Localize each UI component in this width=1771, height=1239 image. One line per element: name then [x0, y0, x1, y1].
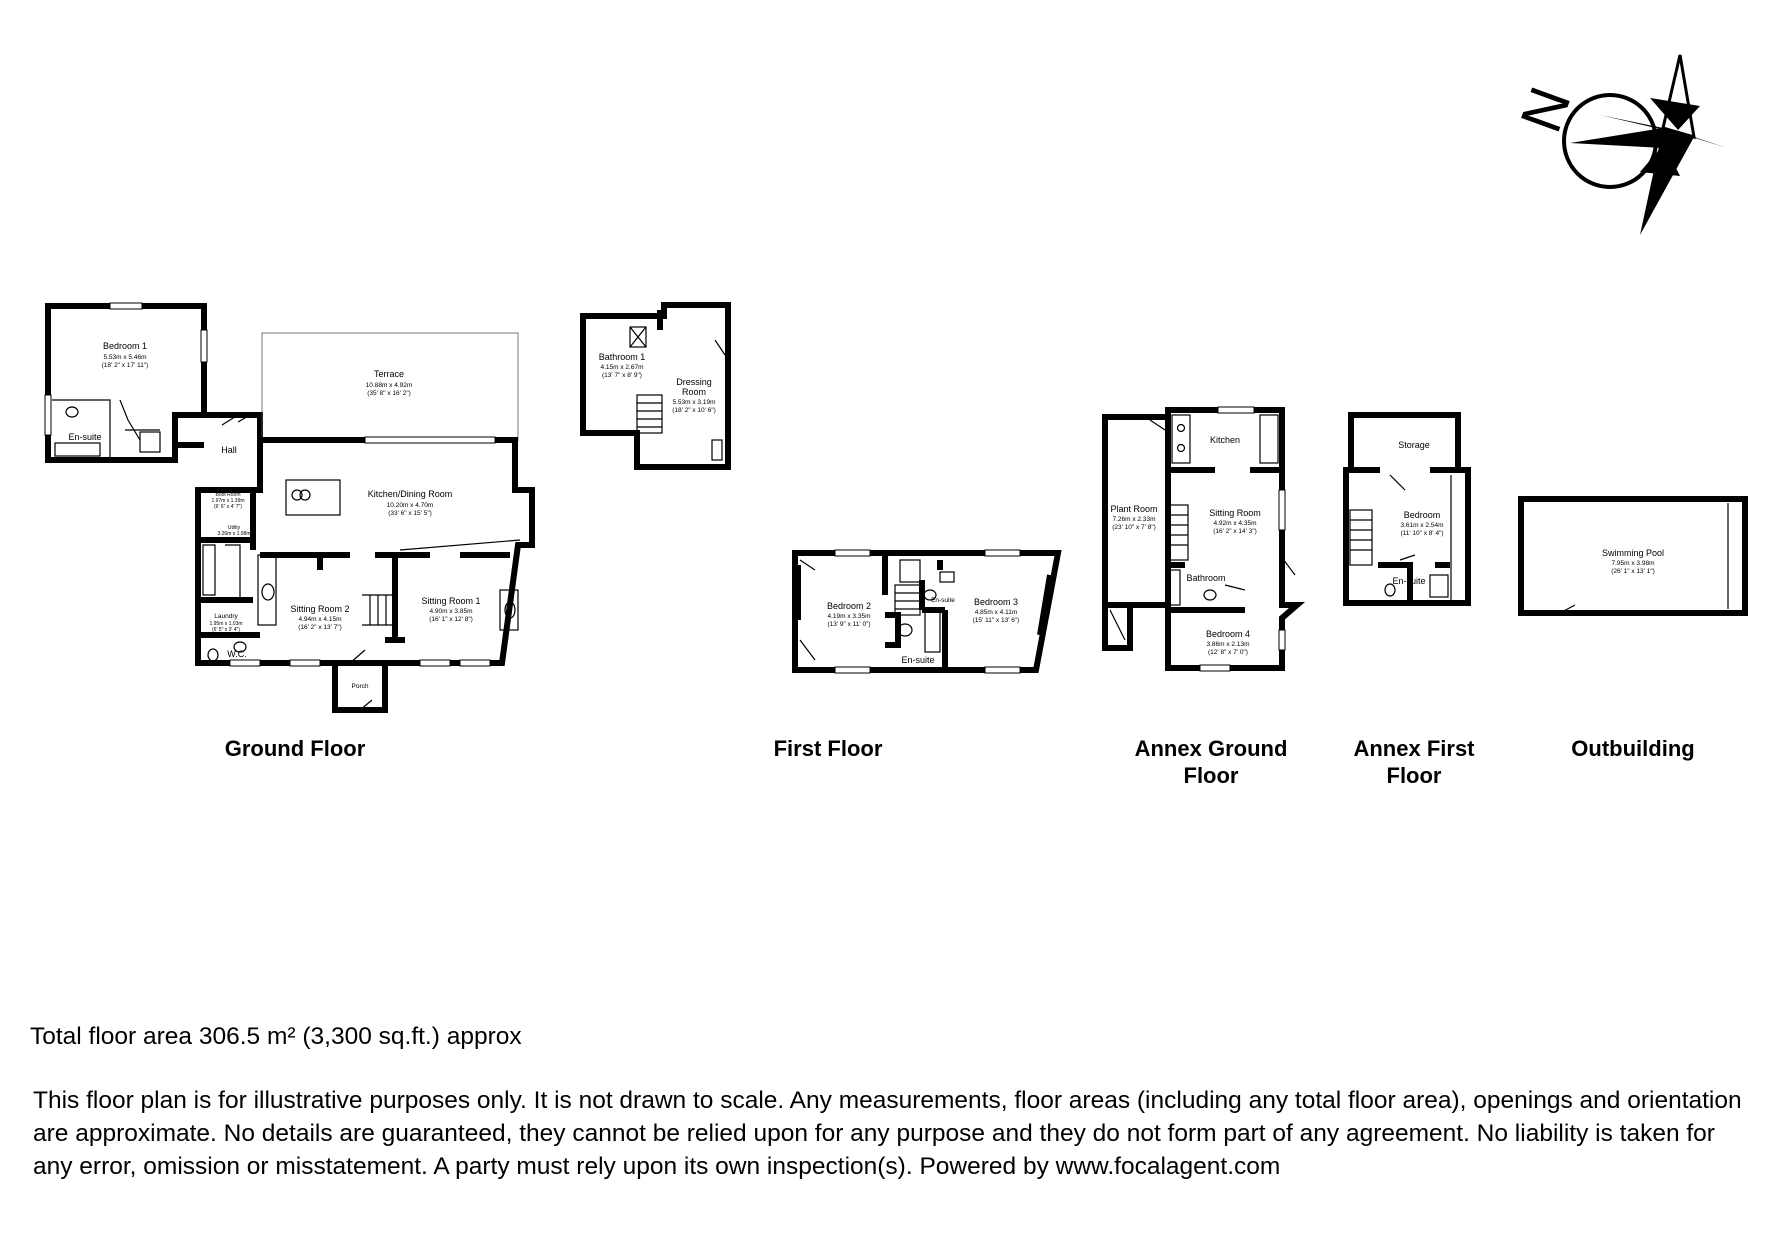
room-dimensions-sitting-room-1-metric: 4.90m x 3.85m	[429, 608, 473, 615]
floor-title-annex-ground-line2: Floor	[1183, 763, 1239, 788]
room-label-bathroom-1: Bathroom 1	[598, 352, 646, 362]
floor-title-annex-first-line1: Annex First	[1353, 736, 1475, 761]
room-dimensions-boot-room-imperial: (6' 6" x 4' 7")	[214, 504, 242, 510]
compass-north-letter: N	[1508, 78, 1584, 141]
room-label-sitting-room-1: Sitting Room 1	[421, 596, 481, 606]
room-label-ensuite-ground: En-suite	[68, 432, 102, 442]
room-dimensions-kitchen-metric: 10.20m x 4.70m	[386, 502, 434, 509]
room-dimensions-bathroom-1-metric: 4.15m x 2.67m	[600, 364, 644, 371]
room-label-boot-room: Boot Room	[215, 492, 241, 498]
room-dimensions-dressing-room-imperial: (18' 2" x 10' 6")	[672, 407, 716, 414]
room-dimensions-sitting-room-2-imperial: (16' 2" x 13' 7")	[298, 624, 342, 631]
room-dimensions-sitting-room-2-metric: 4.94m x 4.15m	[298, 616, 342, 623]
room-label-bedroom-1: Bedroom 1	[102, 341, 148, 351]
room-dimensions-annex-sitting-room-imperial: (16' 2" x 14' 3")	[1213, 528, 1257, 535]
room-label-annex-sitting-room: Sitting Room	[1209, 508, 1261, 518]
room-label-wc: W.C.	[227, 649, 247, 659]
room-label-annex-bedroom: Bedroom	[1403, 510, 1441, 520]
room-dimensions-bedroom-1-metric: 5.53m x 5.46m	[103, 354, 147, 361]
room-label-annex-bathroom: Bathroom	[1186, 573, 1226, 583]
room-label-utility: Utility	[227, 525, 241, 531]
room-label-hall: Hall	[221, 445, 237, 455]
room-label-kitchen-dining: Kitchen/Dining Room	[367, 489, 453, 499]
room-dimensions-laundry-imperial: (6' 5" x 3' 4")	[212, 627, 240, 633]
room-dimensions-terrace-metric: 10.88m x 4.92m	[365, 382, 413, 389]
room-dimensions-annex-bedroom-metric: 3.61m x 2.54m	[1400, 522, 1444, 529]
room-dimensions-utility-metric: 3.26m x 1.98m	[217, 531, 251, 537]
room-label-dressing-room-line1: Dressing	[676, 377, 712, 387]
room-label-porch: Porch	[351, 683, 369, 690]
floor-title-annex-first-line2: Floor	[1386, 763, 1442, 788]
disclaimer-text: This floor plan is for illustrative purposes only. It is not drawn to scale. Any measurements, floor areas (including any total floor area), openings and orientation are approximate. No details are guaranteed, they cannot be relied upon for any purpose and they do not form part of any agreement. No liability is taken for any error, omission or misstatement. A party must rely upon its own inspection(s). Powered by www.focalagent.com	[33, 1087, 1742, 1180]
room-label-ensuite-first-a: En-suite	[931, 597, 955, 604]
room-label-dressing-room-line2: Room	[681, 387, 707, 397]
room-dimensions-swimming-pool-imperial: (26' 1" x 13' 1")	[1611, 568, 1655, 575]
room-dimensions-annex-sitting-room-metric: 4.92m x 4.35m	[1213, 520, 1257, 527]
room-label-plant-room: Plant Room	[1110, 504, 1158, 514]
room-dimensions-sitting-room-1-imperial: (16' 1" x 12' 8")	[429, 616, 473, 623]
room-label-bedroom-2: Bedroom 2	[826, 601, 872, 611]
room-label-bedroom-3: Bedroom 3	[973, 597, 1019, 607]
room-dimensions-bedroom-2-metric: 4.19m x 3.35m	[827, 613, 871, 620]
room-dimensions-annex-bedroom-imperial: (11' 10" x 8' 4")	[1400, 530, 1444, 537]
room-label-laundry: Laundry	[214, 613, 238, 620]
room-label-swimming-pool: Swimming Pool	[1601, 548, 1665, 558]
total-floor-area: Total floor area 306.5 m² (3,300 sq.ft.) approx	[30, 1023, 522, 1050]
room-dimensions-bedroom-3-imperial: (15' 11" x 13' 6")	[972, 617, 1020, 624]
room-label-sitting-room-2: Sitting Room 2	[290, 604, 350, 614]
room-dimensions-boot-room-metric: 1.97m x 1.39m	[211, 498, 245, 504]
room-dimensions-utility-imperial: (10' 7" x 6' 6")	[218, 537, 250, 543]
annex-ground-floor-plan	[1105, 407, 1297, 671]
room-dimensions-bedroom-4-metric: 3.86m x 2.13m	[1206, 641, 1250, 648]
room-dimensions-terrace-imperial: (35' 8" x 16' 2")	[367, 390, 411, 397]
room-label-bedroom-4: Bedroom 4	[1205, 629, 1251, 639]
room-dimensions-bedroom-4-imperial: (12' 8" x 7' 0")	[1208, 649, 1248, 656]
room-dimensions-plant-room-metric: 7.26m x 2.33m	[1112, 516, 1156, 523]
room-label-storage: Storage	[1398, 440, 1430, 450]
floor-title-first: First Floor	[773, 736, 883, 761]
room-dimensions-swimming-pool-metric: 7.95m x 3.98m	[1611, 560, 1655, 567]
room-label-ensuite-first-b: En-suite	[901, 655, 935, 665]
floor-title-ground: Ground Floor	[224, 736, 366, 761]
room-dimensions-laundry-metric: 1.95m x 1.03m	[209, 621, 243, 627]
room-dimensions-bedroom-2-imperial: (13' 9" x 11' 0")	[827, 621, 871, 628]
floor-title-outbuilding: Outbuilding	[1571, 736, 1695, 761]
room-dimensions-bedroom-3-metric: 4.85m x 4.11m	[974, 609, 1018, 616]
room-label-terrace: Terrace	[373, 369, 405, 379]
room-dimensions-kitchen-imperial: (33' 6" x 15' 5")	[388, 510, 432, 517]
floor-title-annex-ground-line1: Annex Ground	[1134, 736, 1288, 761]
room-dimensions-bathroom-1-imperial: (13' 7" x 8' 9")	[602, 372, 642, 379]
compass-rose-icon	[1508, 55, 1727, 235]
room-label-annex-kitchen: Kitchen	[1209, 435, 1241, 445]
room-label-annex-ensuite: En-suite	[1392, 576, 1426, 586]
room-dimensions-plant-room-imperial: (23' 10" x 7' 8")	[1112, 524, 1156, 531]
room-dimensions-dressing-room-metric: 5.53m x 3.19m	[672, 399, 716, 406]
room-dimensions-bedroom-1-imperial: (18' 2" x 17' 11")	[101, 362, 149, 369]
